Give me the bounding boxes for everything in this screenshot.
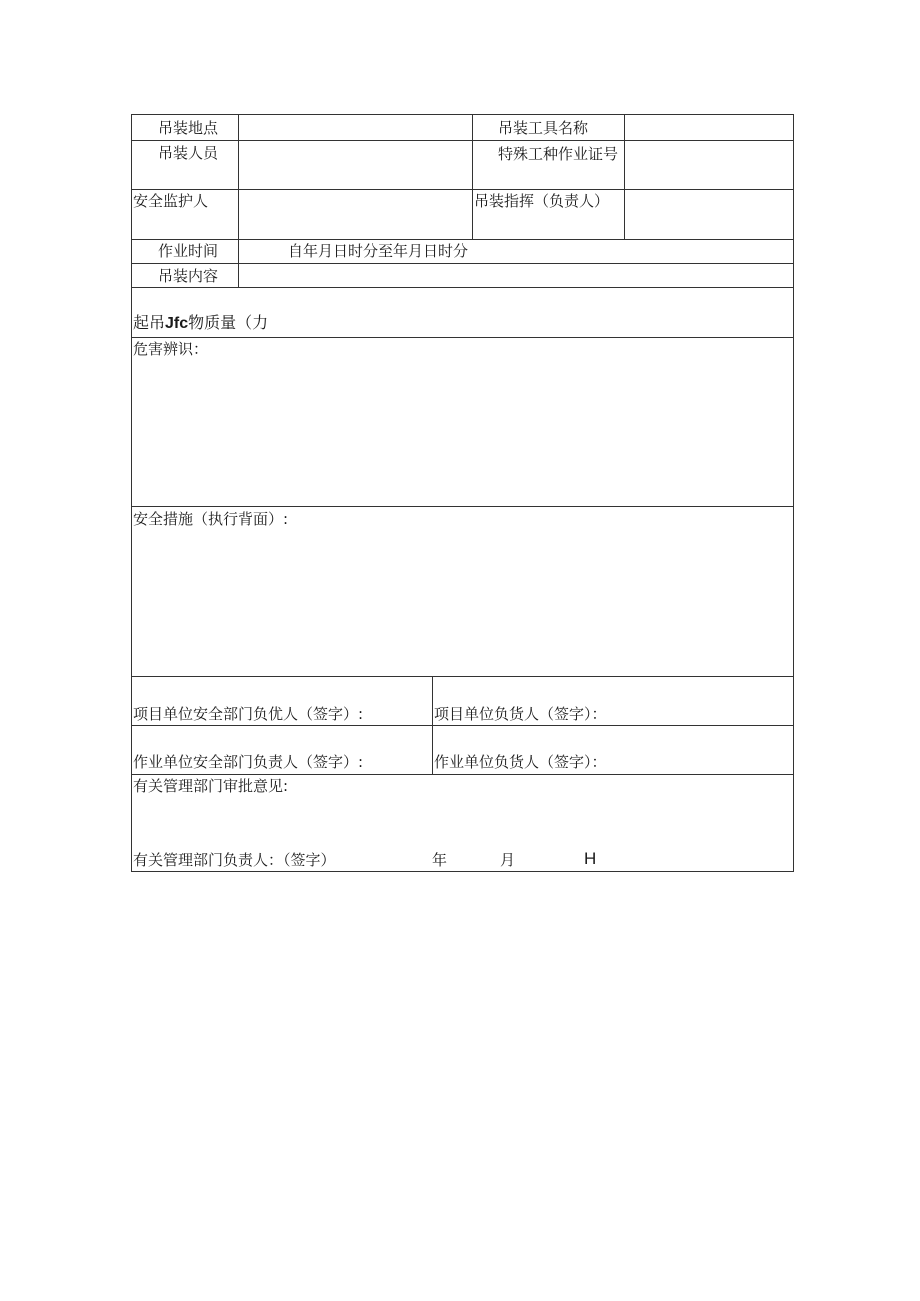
lift-mass-prefix: 起吊 xyxy=(133,313,166,332)
row-divider xyxy=(132,263,793,264)
row-divider xyxy=(132,676,793,677)
approval-month-label: 月 xyxy=(500,851,516,869)
work-time-value[interactable]: 自年月日时分至年月日时分 xyxy=(288,242,469,260)
lift-mass-suffix: 物质量（力 xyxy=(188,313,269,332)
work-unit-signature[interactable]: 作业单位负货人（签字）： xyxy=(434,753,607,771)
column-divider xyxy=(624,115,625,239)
row-divider xyxy=(132,140,793,141)
commander-label: 吊装指挥（负责人） xyxy=(474,192,610,210)
content-label: 吊装内容 xyxy=(158,267,219,285)
hazard-identification-area[interactable] xyxy=(133,361,788,503)
row-divider xyxy=(132,506,793,507)
tool-name-label: 吊装工具名称 xyxy=(498,119,589,137)
certificate-field[interactable] xyxy=(630,142,790,186)
project-unit-signature[interactable]: 项目单位负货人（签字）： xyxy=(434,705,607,723)
column-divider xyxy=(432,676,433,774)
guardian-label: 安全监护人 xyxy=(133,192,209,210)
work-time-label: 作业时间 xyxy=(158,242,219,260)
location-label: 吊装地点 xyxy=(158,119,219,137)
row-divider xyxy=(132,287,793,288)
approval-year-label: 年 xyxy=(432,851,448,869)
safety-measures-label: 安全措施（执行背面）: xyxy=(133,510,289,528)
row-divider xyxy=(132,725,793,726)
project-safety-signature[interactable]: 项目单位安全部门负优人（签字）: xyxy=(133,705,364,723)
lift-mass-label[interactable] xyxy=(133,312,268,335)
guardian-field[interactable] xyxy=(244,191,468,235)
work-safety-signature[interactable]: 作业单位安全部门负责人（签字）: xyxy=(133,753,364,771)
approval-signer-label[interactable]: 有关管理部门负责人：（签字） xyxy=(133,851,336,869)
certificate-label: 特殊工种作业证号 xyxy=(498,145,619,163)
commander-field[interactable] xyxy=(630,191,790,235)
approval-opinion-label: 有关管理部门审批意见: xyxy=(133,777,289,795)
hoisting-permit-form xyxy=(131,114,794,872)
personnel-field[interactable] xyxy=(244,142,468,186)
column-divider xyxy=(472,115,473,239)
row-divider xyxy=(132,189,793,190)
hazard-identification-label: 危害辨识： xyxy=(133,340,209,358)
column-divider xyxy=(238,115,239,287)
safety-measures-area[interactable] xyxy=(133,531,788,673)
lift-mass-latin: Jfc xyxy=(165,315,189,332)
approval-day-label: H xyxy=(584,849,597,868)
personnel-label: 吊装人员 xyxy=(158,144,219,162)
row-divider xyxy=(132,337,793,338)
